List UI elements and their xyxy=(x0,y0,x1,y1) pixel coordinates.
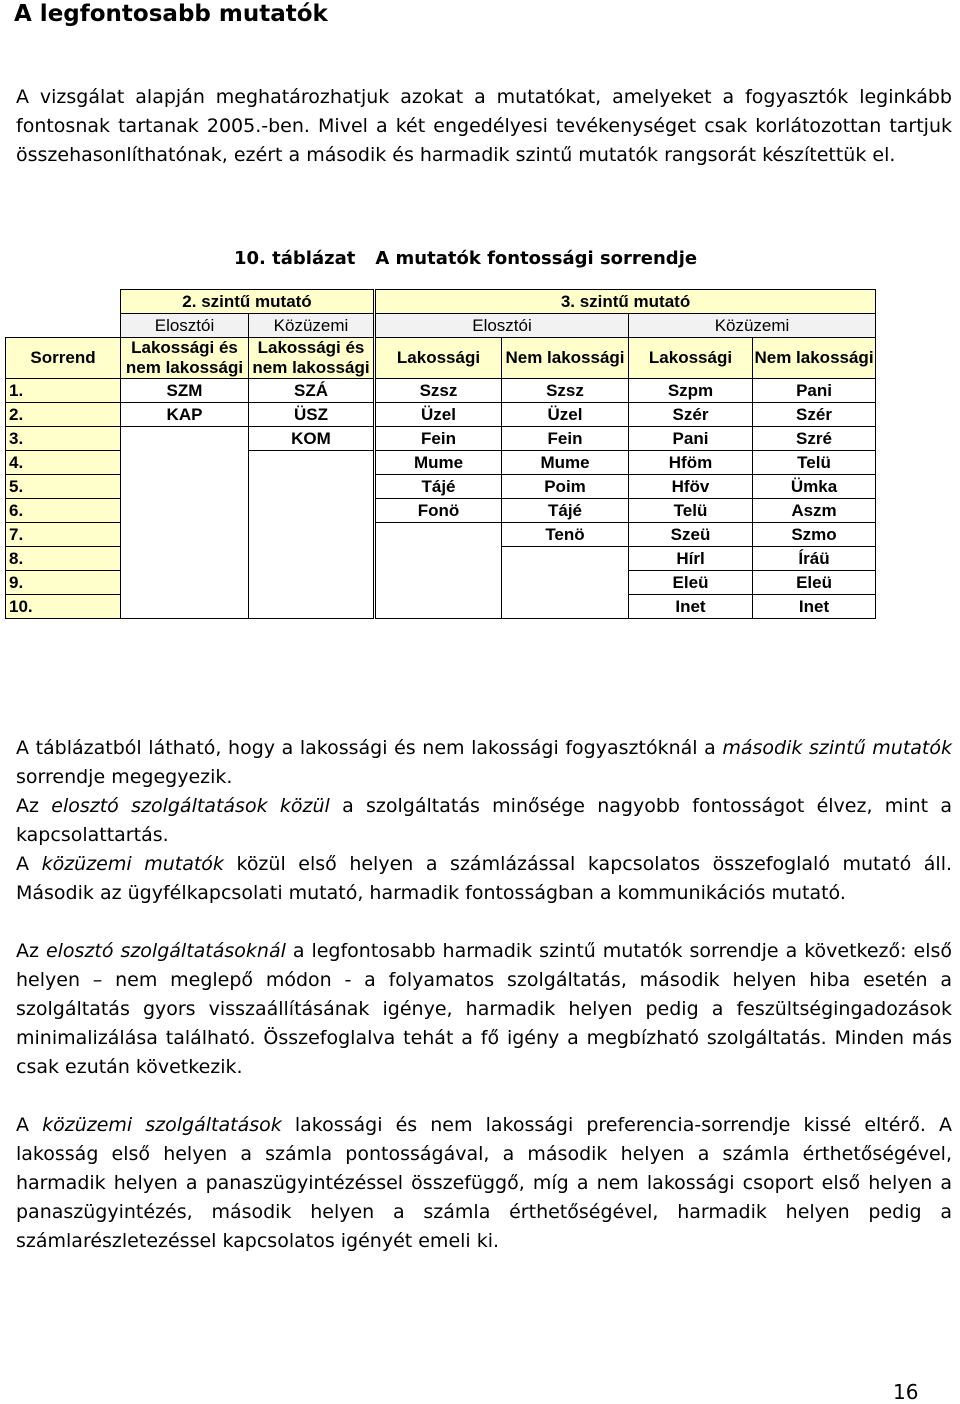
rank-cell: 2. xyxy=(6,403,121,427)
table-cell: Eleü xyxy=(629,571,753,595)
table-cell: KAP xyxy=(121,403,249,427)
table-cell xyxy=(502,547,629,571)
table-caption-number: 10. táblázat xyxy=(234,248,356,269)
table-cell: Fonö xyxy=(375,499,502,523)
rank-header: Sorrend xyxy=(6,338,121,379)
table-row xyxy=(6,595,876,619)
rank-cell: 10. xyxy=(6,595,121,619)
table-cell: Eleü xyxy=(753,571,876,595)
column-header: Lakossági és nem lakossági xyxy=(121,338,249,379)
emphasis: második szintű mutatók xyxy=(722,737,952,759)
table-cell: Szeü xyxy=(629,523,753,547)
group-header: Elosztói xyxy=(121,314,249,338)
table-cell xyxy=(121,547,249,571)
table-cell xyxy=(121,595,249,619)
level-2-header: 2. szintű mutató xyxy=(121,290,375,314)
table-cell: Szér xyxy=(629,403,753,427)
table-cell: Mume xyxy=(502,451,629,475)
table-cell: Üzel xyxy=(502,403,629,427)
column-header: Lakossági xyxy=(375,338,502,379)
table-cell xyxy=(375,595,502,619)
text: közül első helyen a számlázással kapcsolatos összefoglaló mutató áll. Második az ügyfélkapcsolati mutató, harmadik fontosságban a kommunikációs mutató. xyxy=(16,853,953,904)
table-cell: SZÁ xyxy=(249,379,375,403)
group-header: Elosztói xyxy=(375,314,629,338)
table-cell: Pani xyxy=(753,379,876,403)
table-cell: KOM xyxy=(249,427,375,451)
table-cell xyxy=(502,571,629,595)
table-cell: Inet xyxy=(629,595,753,619)
rank-cell: 1. xyxy=(6,379,121,403)
table-cell xyxy=(121,499,249,523)
table-cell: Inet xyxy=(753,595,876,619)
table-cell xyxy=(249,571,375,595)
table-cell: Szsz xyxy=(375,379,502,403)
table-cell: Szmo xyxy=(753,523,876,547)
intro-paragraph: A vizsgálat alapján meghatározhatjuk azokat a mutatókat, amelyeket a fogyasztók leginkább fontosnak tartanak 2005.-ben. Mivel a két engedélyesi tevékenységet csak korlátozottan tartjuk összehasonlíthatónak, ezért a második és harmadik szintű mutatók rangsorát készítettük el. xyxy=(16,86,952,166)
ranking-table xyxy=(5,289,876,619)
group-header: Közüzemi xyxy=(249,314,375,338)
table-cell: SZM xyxy=(121,379,249,403)
emphasis: közüzemi szolgáltatások xyxy=(42,1114,282,1136)
rank-cell: 9. xyxy=(6,571,121,595)
table-cell: Hírl xyxy=(629,547,753,571)
text: A táblázatból látható, hogy a lakossági és nem lakossági fogyasztóknál a xyxy=(16,737,723,759)
rank-cell: 4. xyxy=(6,451,121,475)
table-cell xyxy=(249,547,375,571)
column-header: Nem lakossági xyxy=(753,338,876,379)
paragraph-public-utility xyxy=(16,850,952,908)
paragraph-second-level xyxy=(16,734,952,792)
table-row xyxy=(6,547,876,571)
table-cell: Íráü xyxy=(753,547,876,571)
table-corner xyxy=(6,290,121,314)
rank-cell: 8. xyxy=(6,547,121,571)
table-cell xyxy=(502,595,629,619)
text: sorrendje megegyezik. xyxy=(16,766,233,788)
table-cell: Szér xyxy=(753,403,876,427)
page-number: 16 xyxy=(893,1380,919,1404)
paragraph-distribution xyxy=(16,792,952,850)
table-cell xyxy=(375,523,502,547)
table-cell xyxy=(249,523,375,547)
table-row xyxy=(6,403,876,427)
table-cell: Szsz xyxy=(502,379,629,403)
table-cell: Poim xyxy=(502,475,629,499)
column-header: Lakossági xyxy=(629,338,753,379)
table-row xyxy=(6,499,876,523)
table-cell xyxy=(375,571,502,595)
paragraph-utility-services xyxy=(16,1111,952,1256)
column-header: Lakossági és nem lakossági xyxy=(249,338,375,379)
table-cell xyxy=(121,523,249,547)
table-row xyxy=(6,427,876,451)
table-cell xyxy=(121,427,249,451)
table-cell: Telü xyxy=(629,499,753,523)
table-cell: ÜSZ xyxy=(249,403,375,427)
table-cell: Hföm xyxy=(629,451,753,475)
table-corner-2 xyxy=(6,314,121,338)
table-cell: Tenö xyxy=(502,523,629,547)
text: a legfontosabb harmadik szintű mutatók sorrendje a következő: első helyen – nem meglepő módon - a folyamatos szolgáltatás, második helyen hiba esetén a szolgáltatás gyors visszaállításának igénye, harmadik helyen pedig a feszültségingadozások minimalizálása található. Összefoglalva tehát a fő igény a megbízható szolgáltatás. Minden más csak ezután következik. xyxy=(16,940,952,1078)
table-cell: Hföv xyxy=(629,475,753,499)
table-caption xyxy=(234,248,697,269)
page-title: A legfontosabb mutatók xyxy=(14,1,328,27)
rank-cell: 3. xyxy=(6,427,121,451)
table-row xyxy=(6,523,876,547)
rank-cell: 7. xyxy=(6,523,121,547)
table-cell: Szré xyxy=(753,427,876,451)
table-cell: Ümka xyxy=(753,475,876,499)
table-row xyxy=(6,475,876,499)
emphasis: elosztó szolgáltatásoknál xyxy=(45,940,286,962)
table-cell xyxy=(375,547,502,571)
group-header: Közüzemi xyxy=(629,314,876,338)
table-caption-title: A mutatók fontossági sorrendje xyxy=(375,248,698,269)
table-cell xyxy=(249,475,375,499)
table-cell: Fein xyxy=(375,427,502,451)
text: Az xyxy=(16,940,46,962)
emphasis: elosztó szolgáltatások közül xyxy=(51,795,330,817)
text: a szolgáltatás minősége nagyobb fontosságot élvez, mint a kapcsolattartás. xyxy=(16,795,953,846)
text: A xyxy=(16,1114,43,1136)
table-cell: Tájé xyxy=(502,499,629,523)
text: A xyxy=(16,853,42,875)
table-cell xyxy=(121,451,249,475)
rank-cell: 5. xyxy=(6,475,121,499)
text: lakossági és nem lakossági preferencia-sorrendje kissé eltérő. A lakosság első helyen a számla pontosságával, a második helyen a számla érthetőségével, harmadik helyen a panaszügyintézéssel összefüggő, míg a nem lakossági csoport első helyen a panaszügyintézés, második helyen a számla érthetőségével, harmadik helyen pedig a számlarészletezéssel kapcsolatos igényét emeli ki. xyxy=(16,1114,952,1252)
table-cell: Tájé xyxy=(375,475,502,499)
level-3-header: 3. szintű mutató xyxy=(375,290,876,314)
table-row xyxy=(6,379,876,403)
table-cell xyxy=(249,499,375,523)
table-cell: Üzel xyxy=(375,403,502,427)
table-cell: Telü xyxy=(753,451,876,475)
table-cell xyxy=(121,475,249,499)
rank-cell: 6. xyxy=(6,499,121,523)
emphasis: közüzemi mutatók xyxy=(41,853,224,875)
column-header: Nem lakossági xyxy=(502,338,629,379)
table-cell: Mume xyxy=(375,451,502,475)
table-cell: Fein xyxy=(502,427,629,451)
table-cell xyxy=(249,595,375,619)
table-row xyxy=(6,571,876,595)
paragraph-distribution-services xyxy=(16,937,952,1082)
table-cell: Pani xyxy=(629,427,753,451)
table-row xyxy=(6,451,876,475)
text: Az xyxy=(16,795,52,817)
table-cell: Aszm xyxy=(753,499,876,523)
table-cell xyxy=(121,571,249,595)
table-cell xyxy=(249,451,375,475)
table-cell: Szpm xyxy=(629,379,753,403)
